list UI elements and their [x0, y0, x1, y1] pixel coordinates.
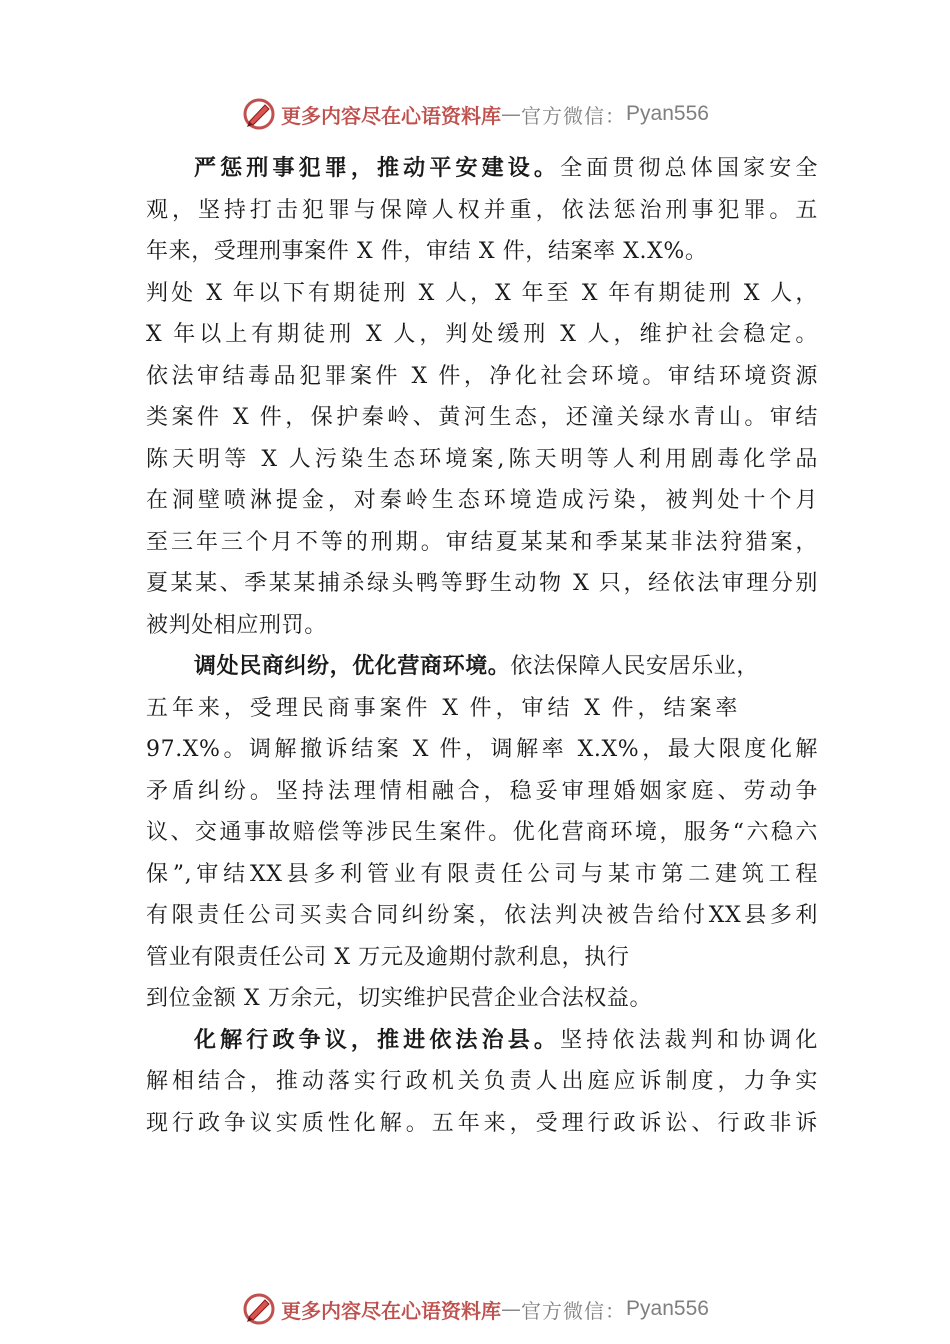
- banner-wechat-id: Pyan556: [626, 1297, 709, 1320]
- paragraph-1-line: 依法审结毒品犯罪案件 X 件，净化社会环境。审结环境资源: [146, 363, 818, 389]
- text-span: 依法保障人民安居乐业，: [510, 654, 760, 679]
- text-span: 坚持依法裁判和协调化: [560, 1027, 818, 1053]
- paragraph-2-heading: 调处民商纠纷，优化营商环境。: [194, 654, 511, 679]
- paragraph-1-line: 夏某某、季某某捕杀绿头鸭等野生动物 X 只，经依法审理分别: [146, 571, 818, 596]
- paragraph-3-heading: 化解行政争议，推进依法治县。: [194, 1027, 561, 1053]
- banner-wechat-label: 官方微信：: [521, 103, 627, 128]
- paragraph-2-line: 97.X%。调解撤诉结案 X 件，调解率 X.X%，最大限度化解: [146, 737, 818, 762]
- banner-separator: —: [501, 1297, 522, 1321]
- banner-wechat-id: Pyan556: [626, 102, 709, 125]
- paragraph-1-line: 在洞壁喷淋提金，对秦岭生态环境造成污染，被判处十个月: [146, 488, 818, 513]
- paragraph-1-line: 年来，受理刑事案件 X 件，审结 X 件，结案率 X.X%。: [146, 239, 708, 264]
- paragraph-1-line: 观，坚持打击犯罪与保障人权并重，依法惩治刑事犯罪。五: [146, 197, 818, 223]
- paragraph-2-line: 有限责任公司买卖合同纠纷案，依法判决被告给付XX县多利: [146, 903, 818, 928]
- paragraph-2-line: 到位金额 X 万余元，切实维护民营企业合法权益。: [146, 986, 653, 1011]
- paragraph-3-line-1: [146, 1020, 818, 1062]
- pen-logo-icon: [241, 1291, 277, 1327]
- document-body: [146, 148, 818, 1144]
- paragraph-1-line: 被判处相应刑罚。: [146, 612, 327, 638]
- paragraph-2-line: 管业有限责任公司 X 万元及逾期付款利息，执行: [146, 944, 630, 970]
- paragraph-2-line: 议、交通事故赔偿等涉民生案件。优化营商环境，服务“六稳六: [146, 820, 818, 845]
- text-span: 全面贯彻总体国家安全: [560, 156, 818, 181]
- paragraph-2-line: 保”,审结XX县多利管业有限责任公司与某市第二建筑工程: [146, 861, 818, 887]
- banner-brand: 更多内容尽在心语资料库: [281, 103, 502, 128]
- paragraph-2-line: 五年来，受理民商事案件 X 件，审结 X 件，结案率: [146, 695, 738, 721]
- paragraph-3-line: 现行政争议实质性化解。五年来，受理行政诉讼、行政非诉: [146, 1110, 818, 1136]
- banner-separator: —: [501, 102, 522, 126]
- header-banner: [0, 94, 950, 134]
- paragraph-1-line-1: [146, 148, 818, 190]
- pen-logo-icon: [241, 96, 277, 132]
- paragraph-1-line: 判处 X 年以下有期徒刑 X 人，X 年至 X 年有期徒刑 X 人，: [146, 280, 818, 306]
- paragraph-1-heading: 严惩刑事犯罪，推动平安建设。: [194, 156, 561, 181]
- paragraph-2-line-1: [146, 646, 818, 688]
- paragraph-1-line: 至三年三个月不等的刑期。审结夏某某和季某某非法狩猎案，: [146, 529, 818, 555]
- footer-banner: [0, 1289, 950, 1329]
- paragraph-1-line: X 年以上有期徒刑 X 人，判处缓刑 X 人，维护社会稳定。: [146, 322, 818, 347]
- paragraph-3-line: 解相结合，推动落实行政机关负责人出庭应诉制度，力争实: [146, 1069, 818, 1094]
- banner-wechat-label: 官方微信：: [521, 1298, 627, 1323]
- paragraph-1-line: 陈天明等 X 人污染生态环境案,陈天明等人利用剧毒化学品: [146, 446, 818, 472]
- paragraph-2-line: 矛盾纠纷。坚持法理情相融合，稳妥审理婚姻家庭、劳动争: [146, 778, 818, 804]
- paragraph-1-line: 类案件 X 件，保护秦岭、黄河生态，还潼关绿水青山。审结: [146, 405, 818, 430]
- banner-brand: 更多内容尽在心语资料库: [281, 1298, 502, 1323]
